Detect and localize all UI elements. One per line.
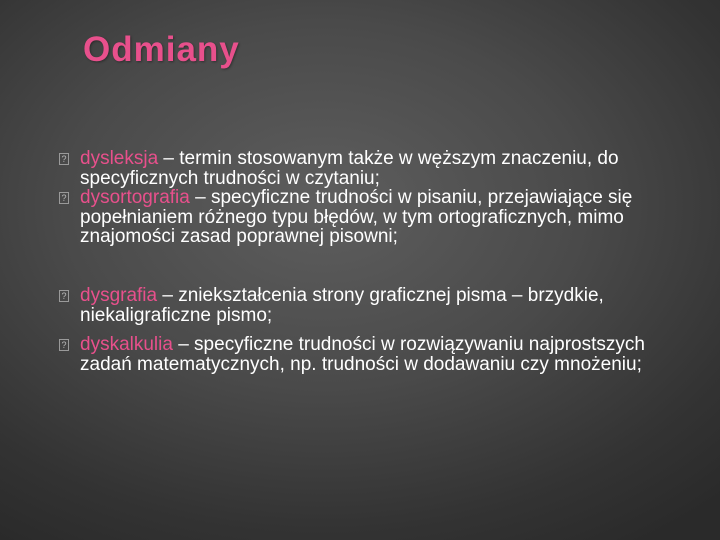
list-item — [59, 188, 679, 286]
slide-title: Odmiany — [83, 30, 240, 69]
list-item — [59, 286, 679, 335]
bullet-text: – zniekształcenia strony graficznej pisma – brzydkie, niekaligraficzne pismo; — [80, 285, 604, 326]
bullet-text: – termin stosowanym także w węższym znaczeniu, do specyficznych trudności w czytaniu; — [80, 148, 619, 189]
bullet-text: – specyficzne trudności w pisaniu, przejawiające się popełnianiem różnego typu błędów, w tym ortograficznych, mimo znajomości zasad poprawnej pisowni; — [80, 187, 633, 247]
bullet-term: dyskalkulia — [80, 334, 173, 355]
list-item — [59, 335, 679, 374]
missing-glyph-box-icon: ? — [59, 153, 69, 165]
missing-glyph-box-icon: ? — [59, 192, 69, 204]
list-item — [59, 149, 679, 188]
bullet-text: – specyficzne trudności w rozwiązywaniu najprostszych zadań matematycznych, np. trudności w dodawaniu czy mnożeniu; — [80, 334, 645, 375]
bullet-term: dysgrafia — [80, 285, 158, 306]
missing-glyph-box-icon: ? — [59, 290, 69, 302]
bullet-term: dysortografia — [80, 187, 190, 208]
missing-glyph-box-icon: ? — [59, 339, 69, 351]
bullet-term: dysleksja — [80, 148, 159, 169]
bullet-list — [59, 149, 679, 374]
